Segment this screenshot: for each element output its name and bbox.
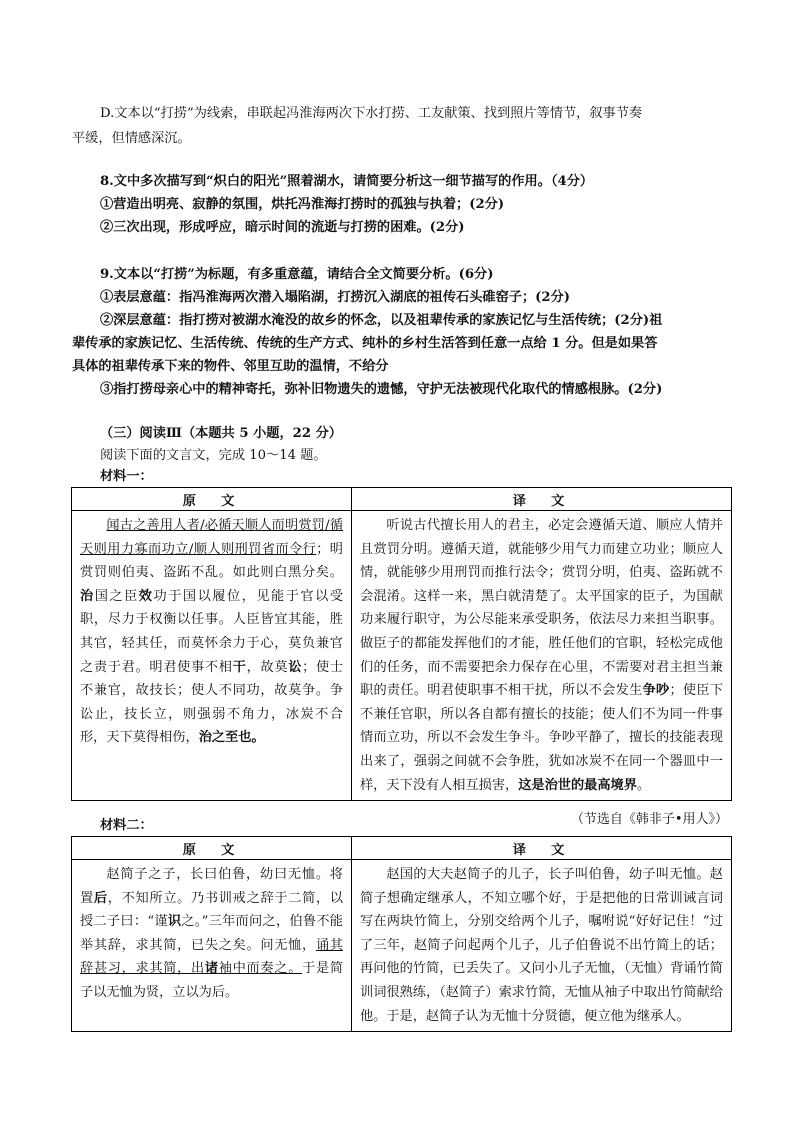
section-3-intro: 阅读下面的文言文，完成 10～14 题。 xyxy=(100,448,327,463)
material-1-translation-header: 译 文 xyxy=(352,488,732,511)
question-9-answer-2-line1: ②深层意蕴：指打捞对被湖水淹没的故乡的怀念，以及祖辈传承的家族记忆与生活传统；(2分)祖 xyxy=(100,313,663,328)
question-8-answer-2: ②三次出现，形成呼应，暗示时间的流逝与打捞的困难。(2分) xyxy=(100,220,465,235)
material-1-translation-cell: 听说古代擅长用人的君主，必定会遵循天道、顺应人情并且赏罚分明。遵循天道，就能够少用气力而建立功业；顺应人情，就能够少用刑罚而推行法令；赏罚分明，伯夷、盗跖就不会混淆。这样一来，黑白就清楚了。太平国家的臣子，为国献功来履行职守，为公尽能来承受职务，依法尽力来担当职事。做臣子的都能发挥他们的才能，胜任他们的官职，轻松完成他们的任务，而不需要把余力保存在心里，不需要对君主担当兼职的责任。明君使职事不相干扰，所以不会发生争吵；使臣下不兼任官职，所以各自都有擅长的技能；使人们不为同一件事情而立功，所以不会发生争斗。争吵平静了，擅长的技能表现出来了，强弱之间就不会争胜，犹如冰炭不在同一个器皿中一样，天下没有人相互损害，这是治世的最高境界。 xyxy=(352,511,732,801)
material-1-label: 材料一： xyxy=(100,469,153,484)
question-9-answer-3: ③指打捞母亲心中的精神寄托，弥补旧物遗失的遗憾，守护无法被现代化取代的情感根脉。(2分) xyxy=(100,382,663,397)
question-9-answer-2-line2: 辈传承的家族记忆、生活传统、传统的生产方式、纯朴的乡村生活答到任意一点给 1 分。但是如果答 xyxy=(72,336,658,351)
material-1-table xyxy=(71,487,732,801)
option-d-line1: D.文本以“打捞”为线索，串联起冯淮海两次下水打捞、工友献策、找到照片等情节，叙事节奏 xyxy=(100,106,643,121)
material-1-original-cell: 闻古之善用人者/必循天顺人而明赏罚/循天则用力寡而功立/顺人则刑罚省而令行；明赏罚则伯夷、盗跖不乱。如此则白黑分矣。治国之臣效功于国以履位，见能于官以受职，尽力于权衡以任事。人臣皆宜其能，胜其官，轻其任，而莫怀余力于心，莫负兼官之责于君。明君使事不相干，故莫讼；使士不兼官，故技长；使人不同功，故莫争。争讼止，技长立，则强弱不角力，冰炭不合形，天下莫得相伤，治之至也。 xyxy=(72,511,352,801)
question-8-title: 8.文中多次描写到“炽白的阳光”照着湖水，请简要分析这一细节描写的作用。（4分） xyxy=(100,174,594,189)
section-3-title: （三）阅读Ⅲ（本题共 5 小题，22 分） xyxy=(100,426,342,441)
question-8-answer-1: ①营造出明亮、寂静的氛围，烘托冯淮海打捞时的孤独与执着；(2分) xyxy=(100,197,505,212)
material-2-label: 材料二： xyxy=(100,818,153,833)
underlined-sentence: 闻古之善用人者/必循天顺人而明赏罚/循天则用力寡而功立/顺人则刑罚省而令行 xyxy=(80,518,343,557)
material-2-original-cell: 赵简子之子，长曰伯鲁，幼曰无恤。将置后，不知所立。乃书训戒之辞于二简，以授二子曰：“谨识之。”三年而问之，伯鲁不能举其辞，求其简，已失之矣。问无恤，诵其辞甚习，求其简，出诸袖中而奏之。于是简子以无恤为贤，立以为后。 xyxy=(72,860,352,1032)
question-9-answer-2-line3: 具体的祖辈传承下来的物件、邻里互助的温情，不给分 xyxy=(72,359,389,374)
source-citation: （节选自《韩非子•用人》） xyxy=(570,812,728,827)
material-2-translation-cell: 赵国的大夫赵简子的儿子，长子叫伯鲁，幼子叫无恤。赵简子想确定继承人，不知立哪个好，于是把他的日常训诫言词写在两块竹简上，分别交给两个儿子，嘱咐说“好好记住！”过了三年，赵简子问起两个儿子，儿子伯鲁说不出竹简上的话；再问他的竹简，已丢失了。又问小儿子无恤，（无恤）背诵竹简训词很熟练，（赵简子）索求竹简，无恤从袖子中取出竹简献给他。于是，赵简子认为无恤十分贤德，便立他为继承人。 xyxy=(352,860,732,1032)
material-2-translation-header: 译 文 xyxy=(352,837,732,860)
question-9-title: 9.文本以“打捞”为标题，有多重意蕴，请结合全文简要分析。(6分) xyxy=(100,267,494,282)
material-2-original-header: 原 文 xyxy=(72,837,352,860)
question-9-answer-1: ①表层意蕴：指冯淮海两次潜入塌陷湖，打捞沉入湖底的祖传石头碓窑子；(2分) xyxy=(100,290,571,305)
option-d-line2: 平缓，但情感深沉。 xyxy=(72,131,191,146)
material-1-original-header: 原 文 xyxy=(72,488,352,511)
material-2-table xyxy=(71,836,732,1032)
